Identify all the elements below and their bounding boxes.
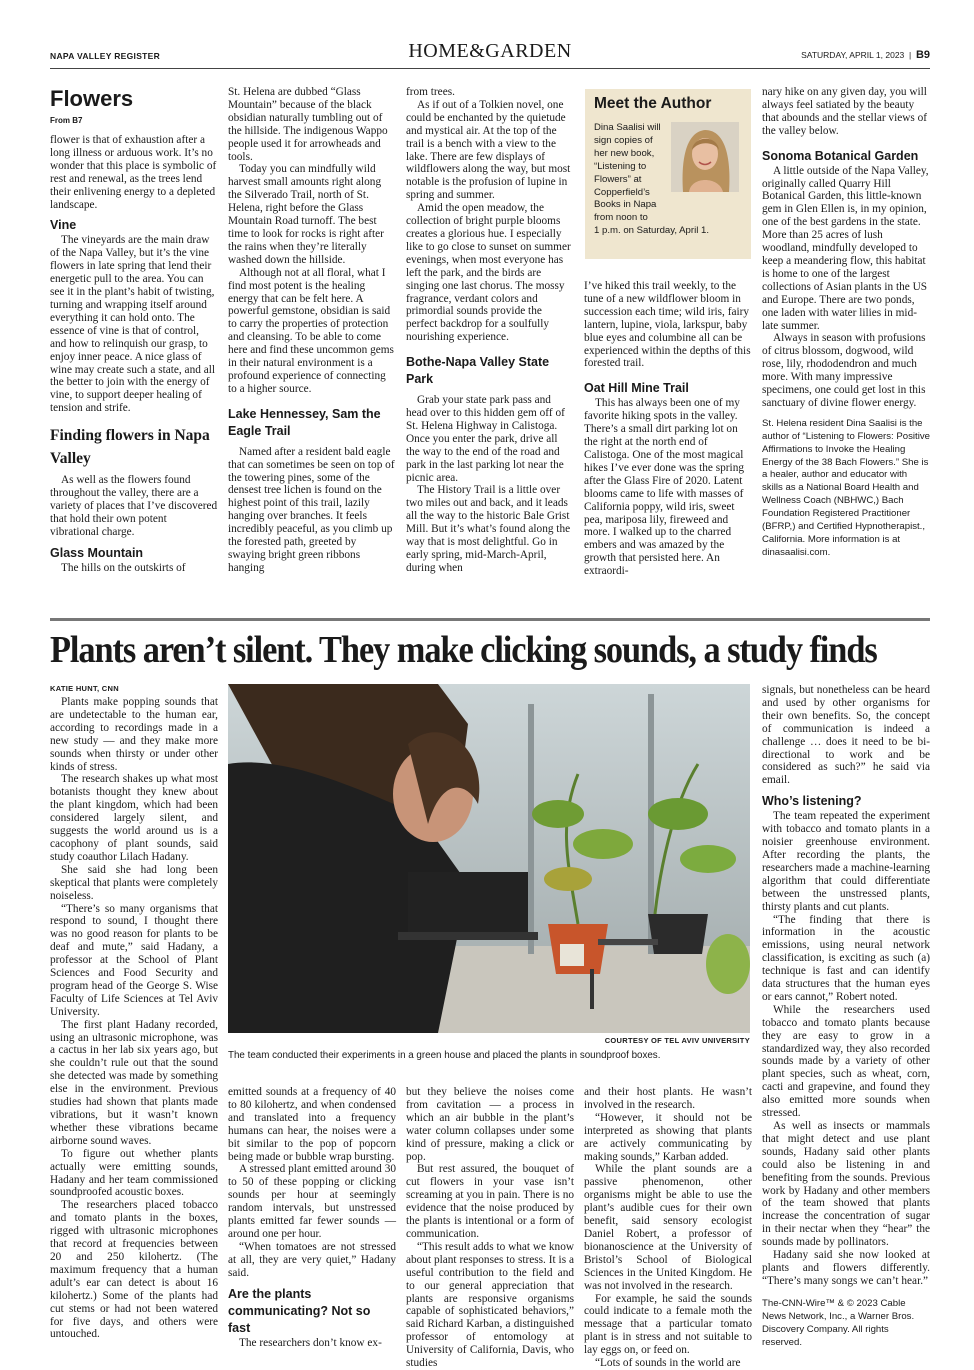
flowers-column-4 [584, 280, 752, 606]
subhead-sonoma-botanical: Sonoma Botanical Garden [762, 148, 919, 163]
subhead-glass-mountain: Glass Mountain [50, 545, 144, 560]
paragraph: Grab your state park pass and head over to this hidden gem off of St. Helena Highway in Calistoga. Once you enter the park, drive all the way to the end of the road and park in the last parking lot near the picnic area. [406, 394, 565, 484]
paragraph: “The finding that there is information in the acoustic emissions, using neural network classification, is exciting as such (a) technique is fast and can identify data structures that the human eyes or ears cannot,” Robert noted. [762, 913, 930, 1003]
paragraph: While the plant sounds are a passive phenomenon, other organisms might be able to use the plant’s audible cues for their own benefit, said sensory ecologist Daniel Robert, a professor of bionanoscience at the University of Bristol’s School of Biological Sciences in the United Kingdom. He was not involved in the research. [584, 1163, 752, 1292]
paragraph: Today you can mindfully wild harvest small amounts right along the Silverado Trail, north of St. Helena, right before the Glass Mountain Road turnoff. The best time to look for rocks is right after the rains when they’re literally washed down the hillside. [228, 163, 384, 266]
plants-column-5 [762, 684, 930, 1362]
subhead-oat-hill: Oat Hill Mine Trail [584, 381, 689, 396]
paragraph: I’ve hiked this trail weekly, to the tune of a new wildflower bloom in succession each time; wild iris, fairy lantern, lupine, viola, larkspur, baby blue eyes and columbine all can be experienced within the depths of this forested trail. [584, 280, 751, 370]
paragraph: St. Helena are dubbed “Glass Mountain” because of the black obsidian naturally tumbling out of the hillside. The indigenous Wappo people used it for arrowheads and tools. [228, 86, 388, 163]
subhead-whos-listening: Who’s listening? [762, 794, 862, 809]
author-signing-text: Dina Saalisi will sign copies of her new book, “Listening to Flowers” at Copperfield’s Books in Napa from noon to [594, 122, 661, 224]
jump-line: From B7 [50, 116, 83, 125]
paragraph: As well as the flowers found throughout the valley, there are a variety of places that I’ve discovered that hold their own potent vibrational charge. [50, 474, 218, 538]
author-signing-time: 1 p.m. on Saturday, April 1. [594, 225, 710, 237]
subhead-plants-communicating: Are the plants communicating? Not so fast [228, 1286, 371, 1335]
paragraph: “When tomatoes are not stressed at all, they are very quiet,” Hadany said. [228, 1240, 396, 1279]
subhead-vine: Vine [50, 218, 77, 233]
paragraph: A stressed plant emitted around 30 to 50 of these popping or clicking sounds per hour at seemingly random intervals, but unstressed plants emitted far fewer sounds — around one per hour. [228, 1163, 396, 1240]
article-headline: Plants aren’t silent. They make clicking sounds, a study finds [50, 629, 877, 671]
author-photo [671, 122, 739, 192]
plants-column-3 [406, 1086, 574, 1370]
paragraph: This has always been one of my favorite hiking spots in the valley. There’s a small dirt parking lot on the right at the north end of Calistoga. One of the most magical hikes I’ve ever done was the spring after the Glass Fire of 2020. Latent blooms came to life with masses of California poppy, wild iris, sweet pea, mariposa lily, fireweed and more. I walked up to the charred embers and was amazed by the growth that persisted here. An extraordi- [584, 397, 744, 578]
subhead-bothe-napa: Bothe-Napa Valley State Park [406, 355, 550, 387]
paragraph: The research shakes up what most botanists thought they knew about the plant kingdom, which had been considered largely silent, and suggests the world around us is a cacophony of plant sounds, said study coauthor Lilach Hadany. [50, 773, 218, 863]
paragraph: Plants make popping sounds that are undetectable to the human ear, according to recordings made in a new study — and they make more sounds when thirsty or under other kinds of stress. [50, 696, 218, 773]
paragraph: “However, it should not be interpreted as showing that plants are actively communicating by making sounds,” Karban added. [584, 1111, 752, 1163]
flowers-column-1 [50, 86, 218, 606]
paragraph: While the researchers used tobacco and tomato plants because they are easy to grow in a standardized way, they also recorded sounds made by a variety of other plant species, such as wheat, corn, cacti and grapevine, and found they also emitted more sounds when stressed. [762, 1003, 930, 1120]
author-box-text [594, 122, 710, 238]
paragraph: “Lots of sounds in the world are [595, 1357, 741, 1370]
paragraph: Hadany said she now looked at plants and flowers differently. “There’s many songs we can’t hear.” [762, 1249, 930, 1287]
paragraph: To figure out whether plants actually were emitting sounds, Hadany and her team commissioned soundproofed acoustic boxes. [50, 1147, 218, 1199]
paragraph: The hills on the outskirts of [61, 561, 186, 574]
publication-name: NAPA VALLEY REGISTER [50, 51, 161, 61]
paragraph: The History Trail is a little over two miles out and back, and it leads all the way to the historic Bale Grist Mill. But it’s what’s found along the way that is most delightful. Go in early spring, mid-March-April, during when [406, 484, 571, 574]
paragraph: “This result adds to what we know about plant responses to stress. It is a useful contribution to the field and to our general appreciation that plants are responsive organisms capable of sophisticated behaviors,” said Richard Karban, a distinguished professor of entomology at University of California, Davis, who studies [406, 1240, 574, 1370]
paragraph: The vineyards are the main draw of the Napa Valley, but it’s the vine flowers in late spring that lend their energetic pull to the area. You can see it in the plant’s habit of twisting, turning and wrapping itself around everything it can hold onto. The essence of vine is that of control, and how to relinquish our grasp, to enjoy inner peace. A nice glass of wine may create such a state, and all the better to join with the energy of vine, to support deeper healing of tension and strife. [50, 234, 215, 415]
flowers-column-2 [228, 86, 396, 606]
article-kicker: Flowers [50, 86, 134, 111]
byline: KATIE HUNT, CNN [50, 684, 119, 693]
plants-column-4 [584, 1086, 752, 1370]
page-header [50, 40, 930, 68]
paragraph: She said she had long been skeptical that plants were completely noiseless. [50, 863, 218, 902]
paragraph: But rest assured, the bouquet of cut flowers in your vase isn’t screaming at you in pain. There is no evidence that the noise produced by the plants is intentional or a form of communication. [406, 1163, 574, 1240]
paragraph: Although not at all floral, what I find most potent is the healing energy that can be felt here. A powerful gemstone, obsidian is said to carry the properties of protection and cleansing. To be able to come here and find these uncommon gems in their natural environment is a profound experience of connecting to a higher source. [228, 266, 394, 395]
greenhouse-photo [228, 684, 750, 1033]
subhead-lake-hennessey: Lake Hennessey, Sam the Eagle Trail [228, 406, 381, 438]
paragraph: As well as insects or mammals that might detect and use plant sounds, Hadany said other plants could also be listening in and benefiting from the sounds. Previous work by Hadany and other members of the team showed that plants increase the concentration of sugar in their nectar when they “hear” the sounds made by pollinators. [762, 1120, 930, 1249]
issue-date: SATURDAY, APRIL 1, 2023 | B9 [801, 49, 930, 61]
page-number: B9 [915, 49, 930, 61]
paragraph: The first plant Hadany recorded, using an ultrasonic microphone, was a cactus in her lab six years ago, but she couldn’t rule out that the sound she detected was made by something else in the environment. Previous studies had shown that plants made vibrations, but it wasn’t known whether these vibrations became airborne sound waves. [50, 1018, 218, 1147]
paragraph: Amid the open meadow, the collection of bright purple blooms creates a glorious hue. I especially like to go close to sunset on summer evenings, when most everyone has left the park, and the birds are singing one last chorus. The mossy fragrance, verdant colors and primordial sounds provide the perfect backdrop for a soulfully nourishing experience. [406, 202, 571, 344]
copyright-notice: The-CNN-Wire™ & © 2023 Cable News Network, Inc., a Warner Bros. Discovery Company. All rights reserved. [762, 1297, 915, 1348]
paragraph: The team repeated the experiment with tobacco and tomato plants in a noisier greenhouse environment. After recording the plants, the researchers made a machine-learning algorithm that could differentiate between the unstressed plants, thirsty plants and cut plants. [762, 810, 930, 913]
article-divider [50, 618, 930, 621]
paragraph: and their host plants. He wasn’t involved in the research. [584, 1086, 752, 1111]
photo-caption: The team conducted their experiments in a green house and placed the plants in soundproof boxes. [228, 1050, 661, 1061]
paragraph: “There’s so many organisms that respond to sound, I thought there was no good reason for plants to be deaf and mute,” said Hadany, a professor at the School of Plant Sciences and Food Security and program head of the George S. Wise Faculty of Life Sciences at Tel Aviv University. [50, 902, 218, 1018]
date-text: SATURDAY, APRIL 1, 2023 [801, 50, 905, 60]
paragraph: from trees. [406, 86, 455, 98]
paragraph: nary hike on any given day, you will always feel satiated by the beauty that abounds and the stellar views of the valley below. [762, 86, 928, 137]
paragraph: The researchers don’t know ex- [239, 1336, 382, 1349]
meet-the-author-box [585, 89, 751, 259]
paragraph: For example, he said the sounds could indicate to a female moth the message that a particular tomato plant is in stress and not suitable to lay eggs on, or feed on. [584, 1292, 752, 1357]
paragraph: flower is that of exhaustion after a long illness or arduous work. It’s no wonder that this place is symbolic of rest and renewal, as the trees lend their enlivening energy to a depleted landscape. [50, 134, 217, 211]
paragraph: emitted sounds at a frequency of 40 to 80 kilohertz, and when condensed and translated into a frequency humans can hear, the noises were a bit similar to the pop of popcorn being made or bubble wrap bursting. [228, 1086, 396, 1163]
paragraph: The researchers placed tobacco and tomato plants in the boxes, rigged with ultrasonic microphones that record at frequencies between 20 and 250 kilohertz. (The maximum frequency that a human adult’s ear can detect is about 16 kilohertz.) Some of the plants had cut stems or had not been watered for five days, and others were untouched. [50, 1199, 218, 1341]
plants-column-2 [228, 1086, 396, 1362]
paragraph: Named after a resident bald eagle that can sometimes be seen on top of the towering pines, some of the densest tree lichen is found on the highest point of this trail, lazily hanging over branches. It feels incredibly peaceful, as you climb up the forested path, greeted by swaying bright green ribbons hanging [228, 445, 395, 574]
flowers-column-5 [762, 86, 930, 606]
paragraph: Always in season with profusions of citrus blossom, dogwood, wild rose, lily, rhododendron and much more. With many impressive specimens, one could get lost in this sanctuary of divine flower energy. [762, 332, 926, 409]
plants-column-1 [50, 684, 218, 1362]
photo-credit: COURTESY OF TEL AVIV UNIVERSITY [604, 1036, 750, 1045]
paragraph: but they believe the noises come from cavitation — a process in which an air bubble in the plant’s water column collapses under some kind of pressure, making a click or pop. [406, 1086, 574, 1163]
section-title: HOME&GARDEN [408, 40, 572, 62]
subhead-finding-flowers: Finding flowers in Napa Valley [50, 427, 210, 468]
paragraph: A little outside of the Napa Valley, originally called Quarry Hill Botanical Garden, this little-known gem in Glen Ellen is, in my opinion, one of the best gardens in the state. More than 25 acres of lush woodland, mindfully developed to keep a meandering flow, this habitat is home to one of the largest collections of Asian plants in the US and Europe. There are two ponds, one laden with water lilies in mid-late summer. [762, 164, 929, 332]
author-box-title: Meet the Author [594, 95, 712, 112]
header-rule [50, 68, 930, 69]
paragraph: signals, but nonetheless can be heard and used by other organisms for their own benefits. So, the concept of communication is indeed a challenge … does it need to be bi-directional to work and be considered as such?” he said via email. [762, 684, 930, 787]
paragraph: As if out of a Tolkien novel, one could be enchanted by the quietude and mystical air. At the top of the trail is a bench with a view to the lake. There are few displays of wildflowers along the way, but most notable is the profusion of lupine in spring and summer. [406, 98, 571, 202]
flowers-column-3 [406, 86, 574, 606]
author-bio: St. Helena resident Dina Saalisi is the author of “Listening to Flowers: Positive Affirmations to Invoke the Healing Energy of the 38 Bach Flowers.” She is a healer, author and educator with skills as a National Board Health and Wellness Coach (NBHWC,) Bach Foundation Registered Practitioner (BFRP,) and Certified Hypnotherapist., California. More information is at dinasaalisi.com. [762, 417, 930, 558]
